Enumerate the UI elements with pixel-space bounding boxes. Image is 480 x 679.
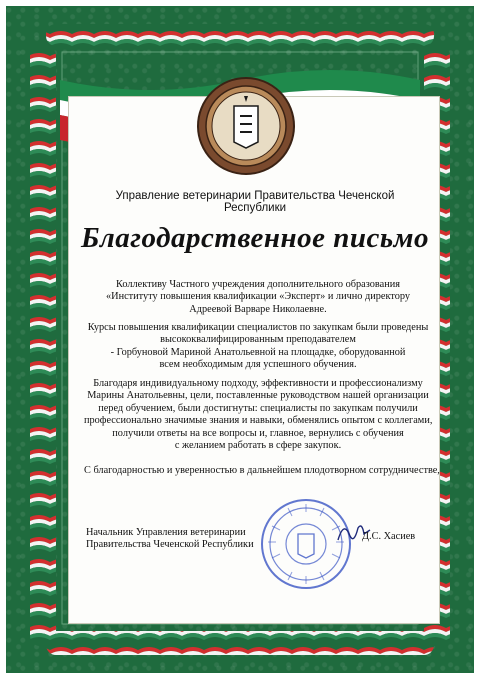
text-line: С благодарностью и уверенностью в дальнейшем плодотворном сотрудничестве, bbox=[84, 465, 440, 476]
text-line: высококвалифицированным преподавателем bbox=[160, 334, 356, 346]
text-line: профессионально значимые знания и навыки, обменялись опытом с коллегами, bbox=[84, 415, 433, 427]
addressee-paragraph bbox=[84, 279, 432, 316]
closing-line bbox=[84, 465, 440, 477]
gratitude-paragraph bbox=[84, 378, 432, 452]
coat-of-arms-icon bbox=[196, 76, 296, 176]
text-line: Правительства Чеченской Республики bbox=[86, 539, 254, 551]
text-line: Марины Анатольевны, цели, поставленные руководством нашей организации bbox=[87, 390, 429, 402]
text-line: Начальник Управления ветеринарии bbox=[86, 527, 246, 538]
text-line: перед обучением, были достигнуты: специалисты по закупкам получили bbox=[98, 402, 418, 414]
organization-header: Управление ветеринарии Правительства Чеченской Республики bbox=[115, 190, 395, 214]
document-title: Благодарственное письмо bbox=[81, 222, 429, 254]
text-line: с желанием работать в сфере закупок. bbox=[174, 440, 342, 452]
courses-paragraph bbox=[84, 322, 432, 372]
signer-name: Д.С. Хасиев bbox=[362, 531, 416, 542]
text-line: Коллективу Частного учреждения дополнительного образования bbox=[116, 279, 400, 290]
text-line: получили ответы на все вопросы и, главное, вернулись с обучения bbox=[112, 427, 404, 439]
text-line: «Институту повышения квалификации «Эксперт» и лично директору bbox=[105, 291, 411, 303]
text-line: Адреевой Варваре Николаевне. bbox=[189, 303, 327, 315]
text-line: - Горбуновой Мариной Анатольевной на площадке, оборудованной bbox=[110, 346, 406, 358]
text-line: Курсы повышения квалификации специалистов по закупкам были проведены bbox=[87, 322, 429, 333]
text-line: Благодаря индивидуальному подходу, эффективности и профессионализму bbox=[93, 378, 423, 389]
signer-position bbox=[86, 527, 266, 552]
text-line: всем необходимым для успешного обучения. bbox=[159, 359, 357, 371]
